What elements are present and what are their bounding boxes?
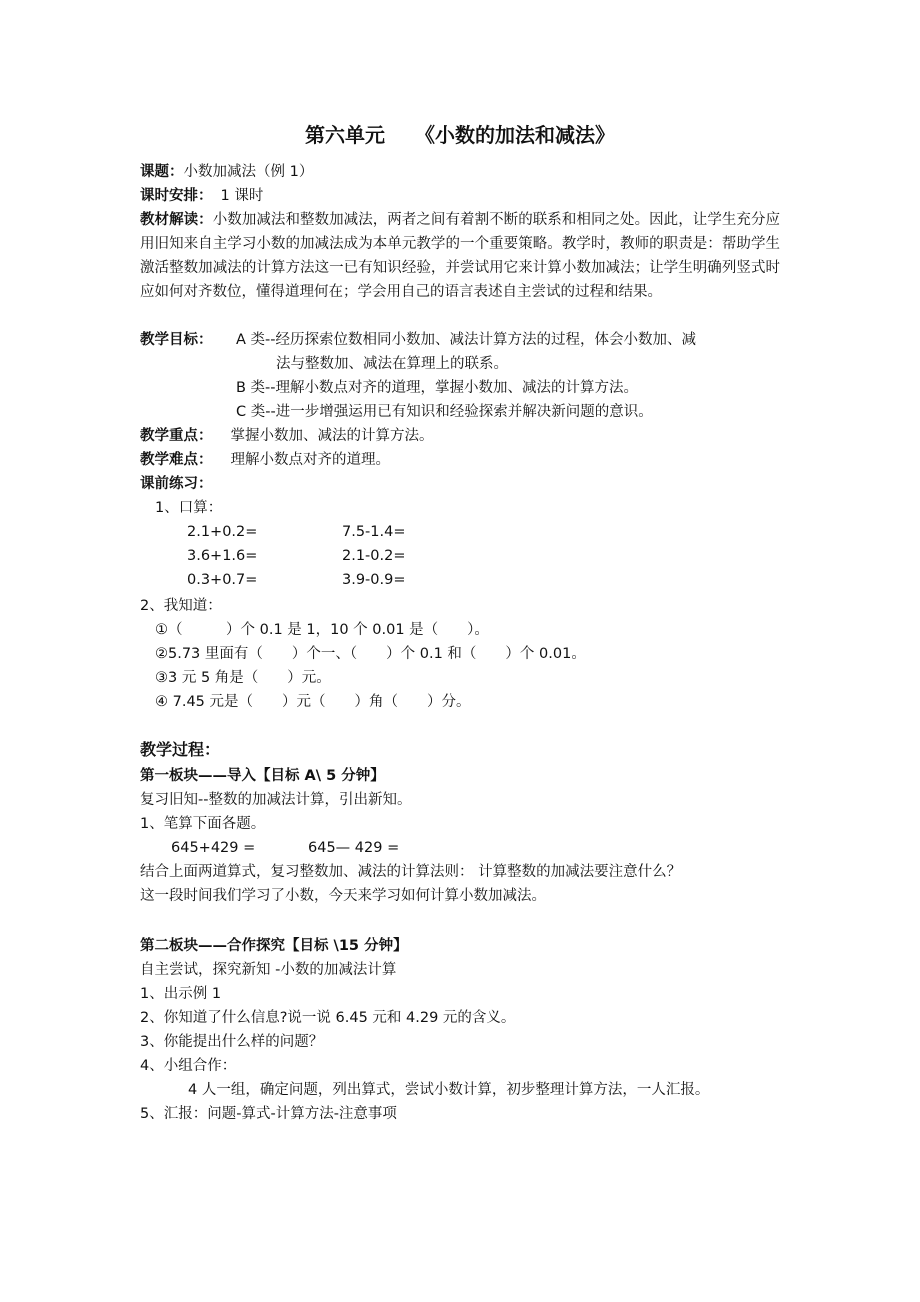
difficulty-value: 理解小数点对齐的道理。 (230, 452, 390, 468)
textbook-label: 教材解读： (140, 212, 213, 228)
block1-calc: 645+429 = (171, 840, 256, 856)
block1-line: 复习旧知--整数的加减法计算，引出新知。 (140, 792, 412, 808)
know-label: 2、我知道： (140, 598, 222, 614)
oral-item: 2.1+0.2= (187, 524, 258, 540)
know-item: ③3 元 5 角是（ ）元。 (155, 670, 331, 686)
block2-last: 5、汇报：问题-算式-计算方法-注意事项 (140, 1106, 397, 1122)
topic-value: 小数加减法（例 1） (183, 164, 314, 180)
practice-label: 课前练习： (140, 476, 213, 492)
oral-item: 3.6+1.6= (187, 548, 258, 564)
goal-a-line-1: A 类--经历探索位数相同小数加、减法计算方法的过程，体会小数加、减 (236, 332, 696, 348)
hours-line (140, 184, 263, 208)
oral-item: 0.3+0.7= (187, 572, 258, 588)
topic-label: 课题： (140, 164, 184, 180)
hours-value: 1 课时 (220, 188, 264, 204)
block1-title: 第一板块——导入【目标 A\ 5 分钟】 (140, 768, 385, 784)
difficulty-label: 教学难点： (140, 452, 213, 468)
oral-item: 2.1-0.2= (342, 548, 406, 564)
block2-line: 自主尝试，探究新知 -小数的加减法计算 (140, 962, 397, 978)
textbook-paragraph (140, 208, 780, 304)
key-label: 教学重点： (140, 428, 213, 444)
block2-line: 1、出示例 1 (140, 986, 222, 1002)
block1-after: 这一段时间我们学习了小数，今天来学习如何计算小数加减法。 (140, 888, 546, 904)
goal-a-line-2: 法与整数加、减法在算理上的联系。 (276, 356, 508, 372)
block2-line: 4、小组合作： (140, 1058, 237, 1074)
topic-line (140, 160, 313, 184)
block2-title: 第二板块——合作探究【目标 \15 分钟】 (140, 938, 408, 954)
know-item: ②5.73 里面有（ ）个一、（ ）个 0.1 和（ ）个 0.01。 (155, 646, 586, 662)
page-title: 第六单元 《小数的加法和减法》 (305, 123, 615, 147)
block1-calc: 645— 429 = (308, 840, 400, 856)
oral-item: 7.5-1.4= (342, 524, 406, 540)
textbook-text: 小数加减法和整数加减法，两者之间有着割不断的联系和相同之处。因此，让学生充分应用旧知来自主学习小数的加减法成为本单元教学的一个重要策略。教学时，教师的职责是：帮助学生激活整数加减法的计算方法这一已有知识经验，并尝试用它来计算小数加减法；让学生明确列竖式时应如何对齐数位，懂得道理何在；学会用自己的语言表述自主尝试的过程和结果。 (140, 212, 780, 300)
goal-b: B 类--理解小数点对齐的道理，掌握小数加、减法的计算方法。 (236, 380, 639, 396)
key-line (140, 424, 434, 448)
know-item: ④ 7.45 元是（ ）元（ ）角（ ）分。 (155, 694, 471, 710)
hours-label: 课时安排： (140, 188, 213, 204)
key-value: 掌握小数加、减法的计算方法。 (230, 428, 434, 444)
oral-label: 1、口算： (155, 500, 223, 516)
goal-c: C 类--进一步增强运用已有知识和经验探索并解决新问题的意识。 (236, 404, 653, 420)
process-heading: 教学过程： (140, 740, 221, 759)
know-item: ①（ ）个 0.1 是 1，10 个 0.01 是（ ）。 (155, 622, 489, 638)
block1-line: 1、笔算下面各题。 (140, 816, 266, 832)
goals-label-text: 教学目标： (140, 332, 213, 348)
block2-line: 2、你知道了什么信息?说一说 6.45 元和 4.29 元的含义。 (140, 1010, 516, 1026)
block1-after: 结合上面两道算式，复习整数加、减法的计算法则： 计算整数的加减法要注意什么？ (140, 864, 682, 880)
oral-item: 3.9-0.9= (342, 572, 406, 588)
difficulty-line (140, 448, 390, 472)
block2-line: 3、你能提出什么样的问题？ (140, 1034, 324, 1050)
block2-group: 4 人一组，确定问题，列出算式，尝试小数计算，初步整理计算方法，一人汇报。 (188, 1082, 710, 1098)
